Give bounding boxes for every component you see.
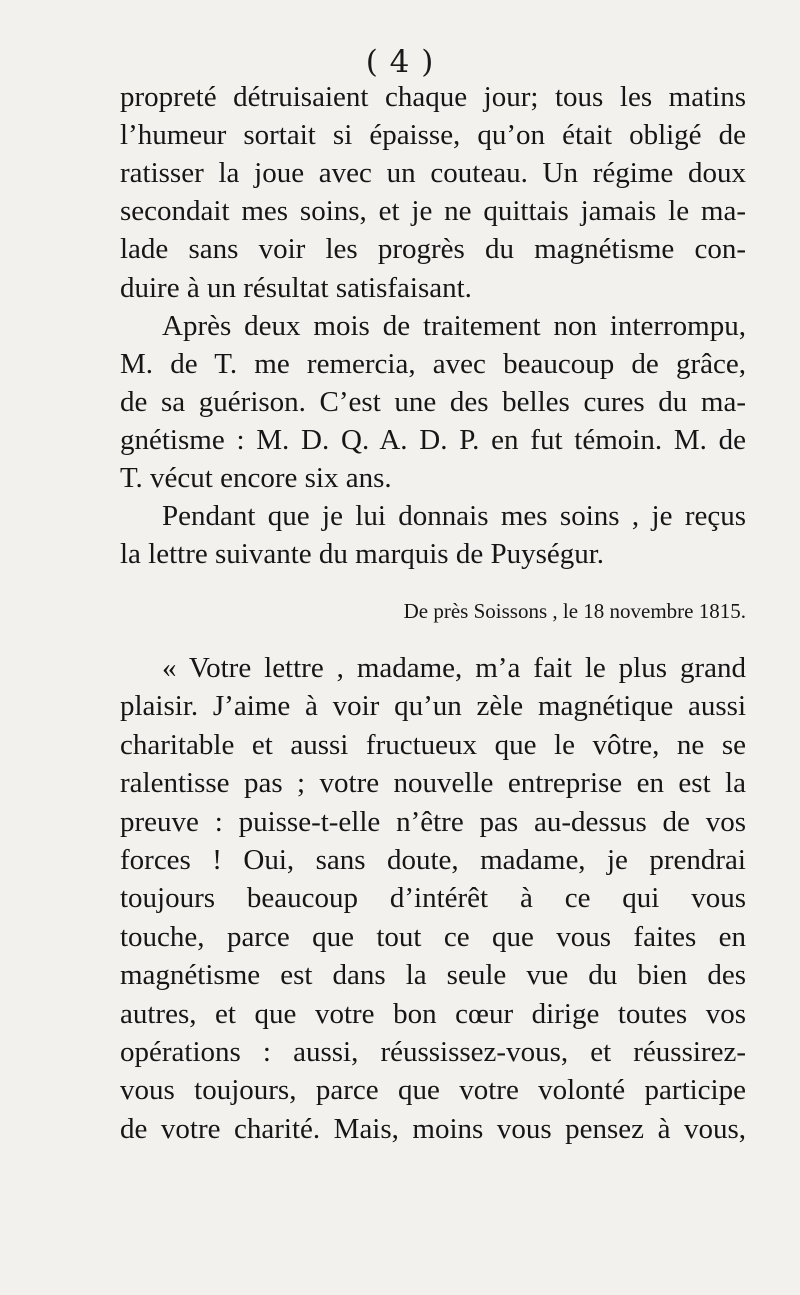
text-line: M. de T. me remercia, avec beaucoup de grâce, [120,347,746,380]
text-line: T. vécut encore six ans. [120,462,392,494]
text-line: Pendant que je lui donnais mes soins , je reçus [162,500,746,533]
letter-line: magnétisme est dans la seule vue du bien des [120,959,746,992]
letter-line: toujours beaucoup d’intérêt à ce qui vous [120,882,746,915]
text-line: secondait mes soins, et je ne quittais jamais le ma- [120,195,746,228]
letter-line: « Votre lettre , madame, m’a fait le plus grand [162,652,746,684]
text-line: de sa guérison. C’est une des belles cures du ma- [120,385,746,418]
page-number: ( 4 ) [365,44,435,80]
letter-line: touche, parce que tout ce que vous faites en [120,920,746,953]
text-line: Après deux mois de traitement non interrompu, [162,309,746,342]
letter-line: preuve : puisse-t-elle n’être pas au-dessus de vos [120,805,746,838]
text-line: la lettre suivante du marquis de Puységur. [120,538,605,571]
letter-line: de votre charité. Mais, moins vous pensez à vous, [120,1112,746,1145]
letter-line: ralentisse pas ; votre nouvelle entreprise en est la [120,767,746,800]
letter-line: charitable et aussi fructueux que le vôtre, ne se [120,728,746,761]
text-line: lade sans voir les progrès du magnétisme con- [120,233,746,266]
letter-line: forces ! Oui, sans doute, madame, je prendrai [120,844,746,876]
letter-line: plaisir. J’aime à voir qu’un zèle magnétique aussi [120,690,746,723]
letter-line: autres, et que votre bon cœur dirige toutes vos [120,997,746,1030]
letter-line: vous toujours, parce que votre volonté participe [120,1074,746,1107]
text-line: gnétisme : M. D. Q. A. D. P. en fut témoin. M. de [120,423,746,456]
text-line: propreté détruisaient chaque jour; tous les matins [120,81,746,113]
text-line: ratisser la joue avec un couteau. Un régime doux [120,157,746,190]
text-line: duire à un résultat satisfaisant. [120,271,472,304]
letter-dateline: De près Soissons , le 18 novembre 1815. [403,599,746,623]
text-line: l’humeur sortait si épaisse, qu’on était obligé de [120,119,746,152]
letter-line: opérations : aussi, réussissez-vous, et réussirez- [120,1036,746,1068]
